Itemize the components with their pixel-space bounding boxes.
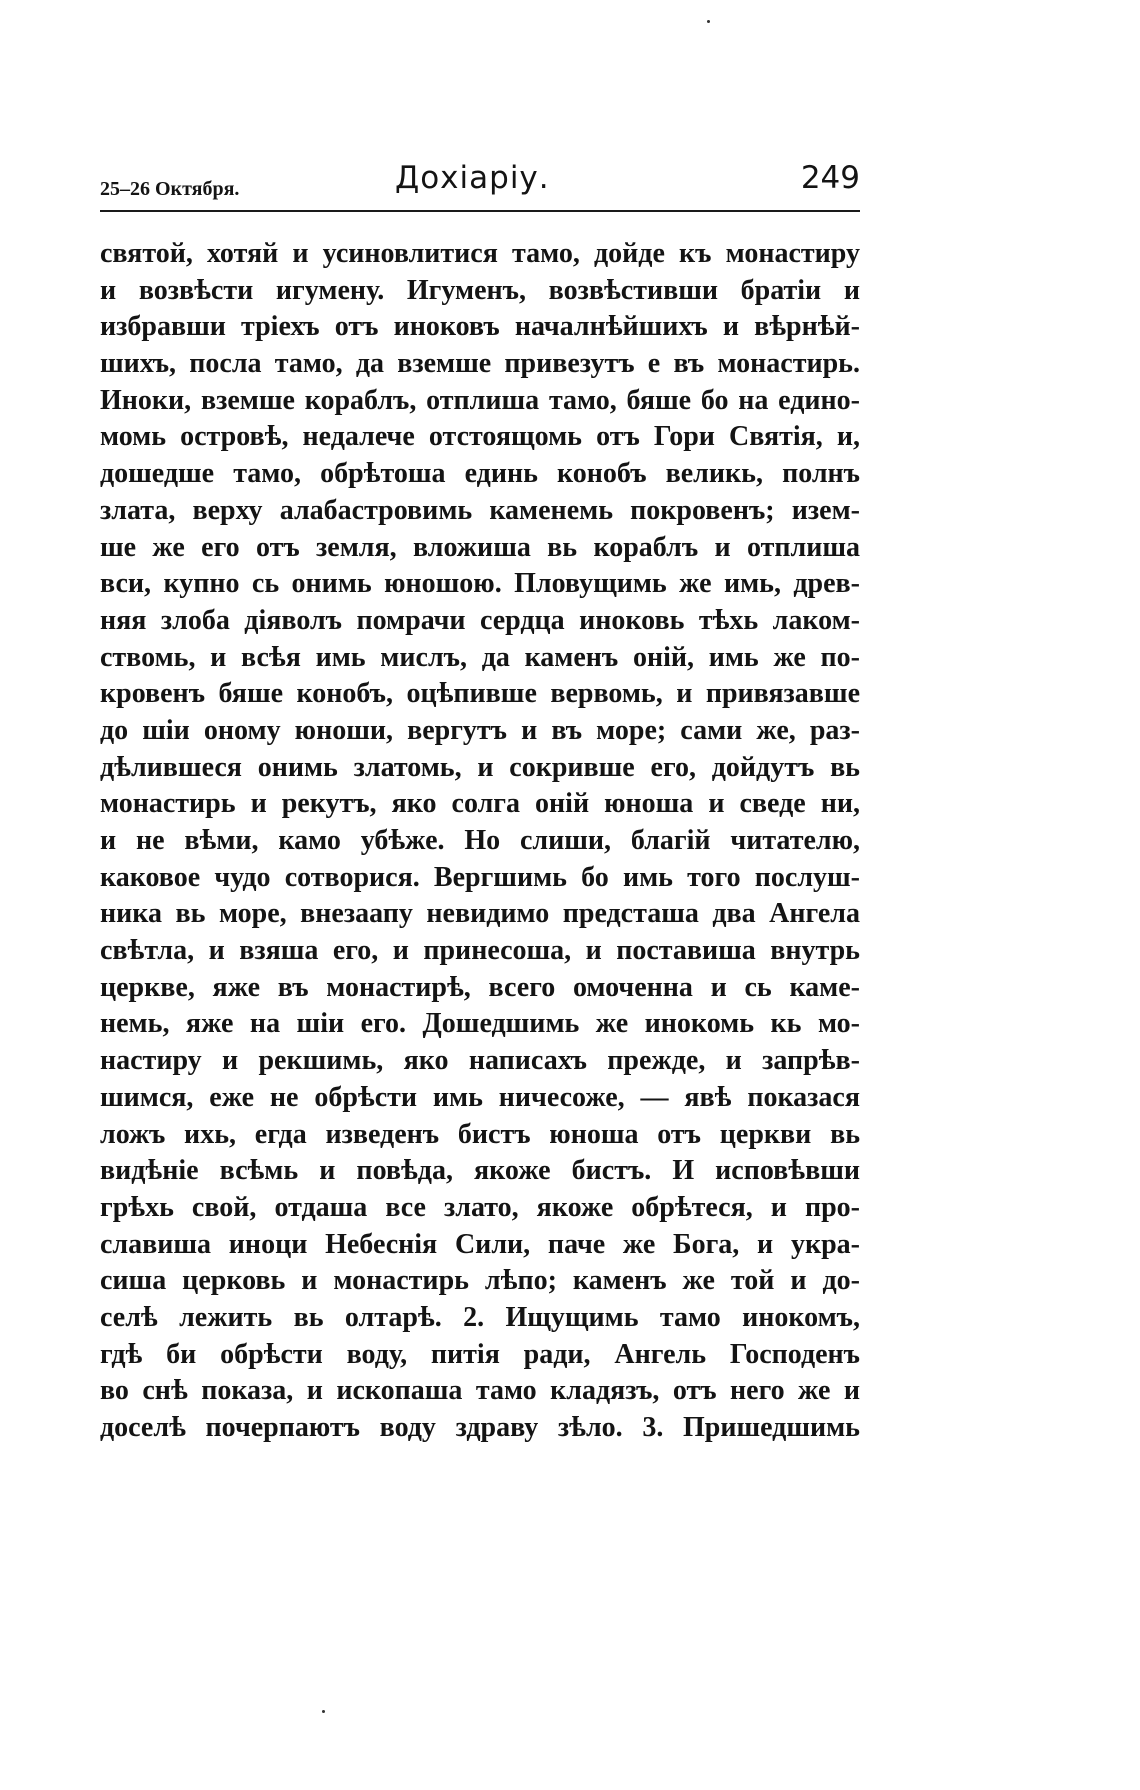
scan-speck xyxy=(322,1710,325,1713)
text-line: ника вь море, внезаапу невидимо предсташа два Ангела xyxy=(100,898,860,930)
text-line: ствомь, и всѣя имь мислъ, да каменъ оній, имь же по- xyxy=(100,641,860,673)
text-line: и возвѣсти игумену. Игуменъ, возвѣстивши братіи и xyxy=(100,274,860,306)
text-line: каковое чудо сотворися. Вергшимь бо имь того послуш- xyxy=(100,861,860,893)
text-line: избравши тріехъ отъ иноковъ началнѣйшихъ и вѣрнѣй- xyxy=(100,311,860,343)
text-line: славиша иноци Небеснія Сили, паче же Бога, и укра- xyxy=(100,1228,860,1260)
text-line: няя злоба діяволъ помрачи сердца иноковь тѣхь лаком- xyxy=(100,604,860,636)
text-line: злата, верху алабастровимь каменемь покровенъ; изем- xyxy=(100,494,860,526)
text-line: церкве, яже въ монастирѣ, всего омоченна и сь каме- xyxy=(100,971,860,1003)
text-line: Иноки, вземше кораблъ, отплиша тамо, бяше бо на едино- xyxy=(100,384,860,416)
text-line: вси, купно сь онимь юношою. Пловущимь же имь, древ- xyxy=(100,568,860,600)
header-title: Дохіаріу. xyxy=(395,160,550,196)
text-line: момь островѣ, недалече отстоящомь отъ Гори Святія, и, xyxy=(100,421,860,453)
header-date-range: 25–26 Октября. xyxy=(100,178,240,200)
text-line: сиша церковь и монастирь лѣпо; каменъ же той и до- xyxy=(100,1265,860,1297)
text-line: и не вѣми, камо убѣже. Но слиши, благій читателю, xyxy=(100,825,860,856)
text-line: видѣніе всѣмь и повѣда, якоже бистъ. И исповѣвши xyxy=(100,1155,860,1187)
text-line: настиру и рекшимь, яко написахъ прежде, и запрѣв- xyxy=(100,1045,860,1077)
text-line: немь, яже на шіи его. Дошедшимь же инокомь кь мо- xyxy=(100,1008,860,1040)
text-line: грѣхь свой, отдаша все злато, якоже обрѣтеся, и про- xyxy=(100,1191,860,1223)
text-line: шихъ, посла тамо, да вземше привезутъ е въ монастирь. xyxy=(100,348,860,380)
text-line: до шіи оному юноши, вергутъ и въ море; сами же, раз- xyxy=(100,714,860,746)
text-line: дошедше тамо, обрѣтоша единь конобъ великь, полнъ xyxy=(100,458,860,490)
text-line: святой, хотяй и усиновлитися тамо, дойде къ монастиру xyxy=(100,238,860,269)
page-number: 249 xyxy=(800,160,860,196)
text-line: ше же его отъ земля, вложиша вь кораблъ и отплиша xyxy=(100,531,860,563)
text-line: во снѣ показа, и ископаша тамо кладязъ, отъ него же и xyxy=(100,1375,860,1407)
running-header xyxy=(100,160,860,210)
text-line: селѣ лежить вь олтарѣ. 2. Ищущимь тамо инокомъ, xyxy=(100,1301,860,1333)
scan-speck xyxy=(707,20,710,23)
text-line: кровенъ бяше конобъ, оцѣпивше вервомь, и привязавше xyxy=(100,678,860,710)
text-line: доселѣ почерпаютъ воду здраву зѣло. 3. Пришедшимь xyxy=(100,1412,860,1443)
text-line: монастирь и рекутъ, яко солга оній юноша и сведе ни, xyxy=(100,788,860,820)
body-text xyxy=(100,236,860,1447)
text-line: свѣтла, и взяша его, и принесоша, и поставиша внутрь xyxy=(100,935,860,967)
text-line: ложъ ихь, егда изведенъ бистъ юноша отъ церкви вь xyxy=(100,1118,860,1150)
text-line: шимся, еже не обрѣсти имь ничесоже, — явѣ показася xyxy=(100,1081,860,1113)
text-line: гдѣ би обрѣсти воду, питія ради, Ангель Господенъ xyxy=(100,1338,860,1370)
header-rule xyxy=(100,210,860,212)
text-line: дѣлившеся онимь златомь, и сокривше его, дойдутъ вь xyxy=(100,751,860,783)
